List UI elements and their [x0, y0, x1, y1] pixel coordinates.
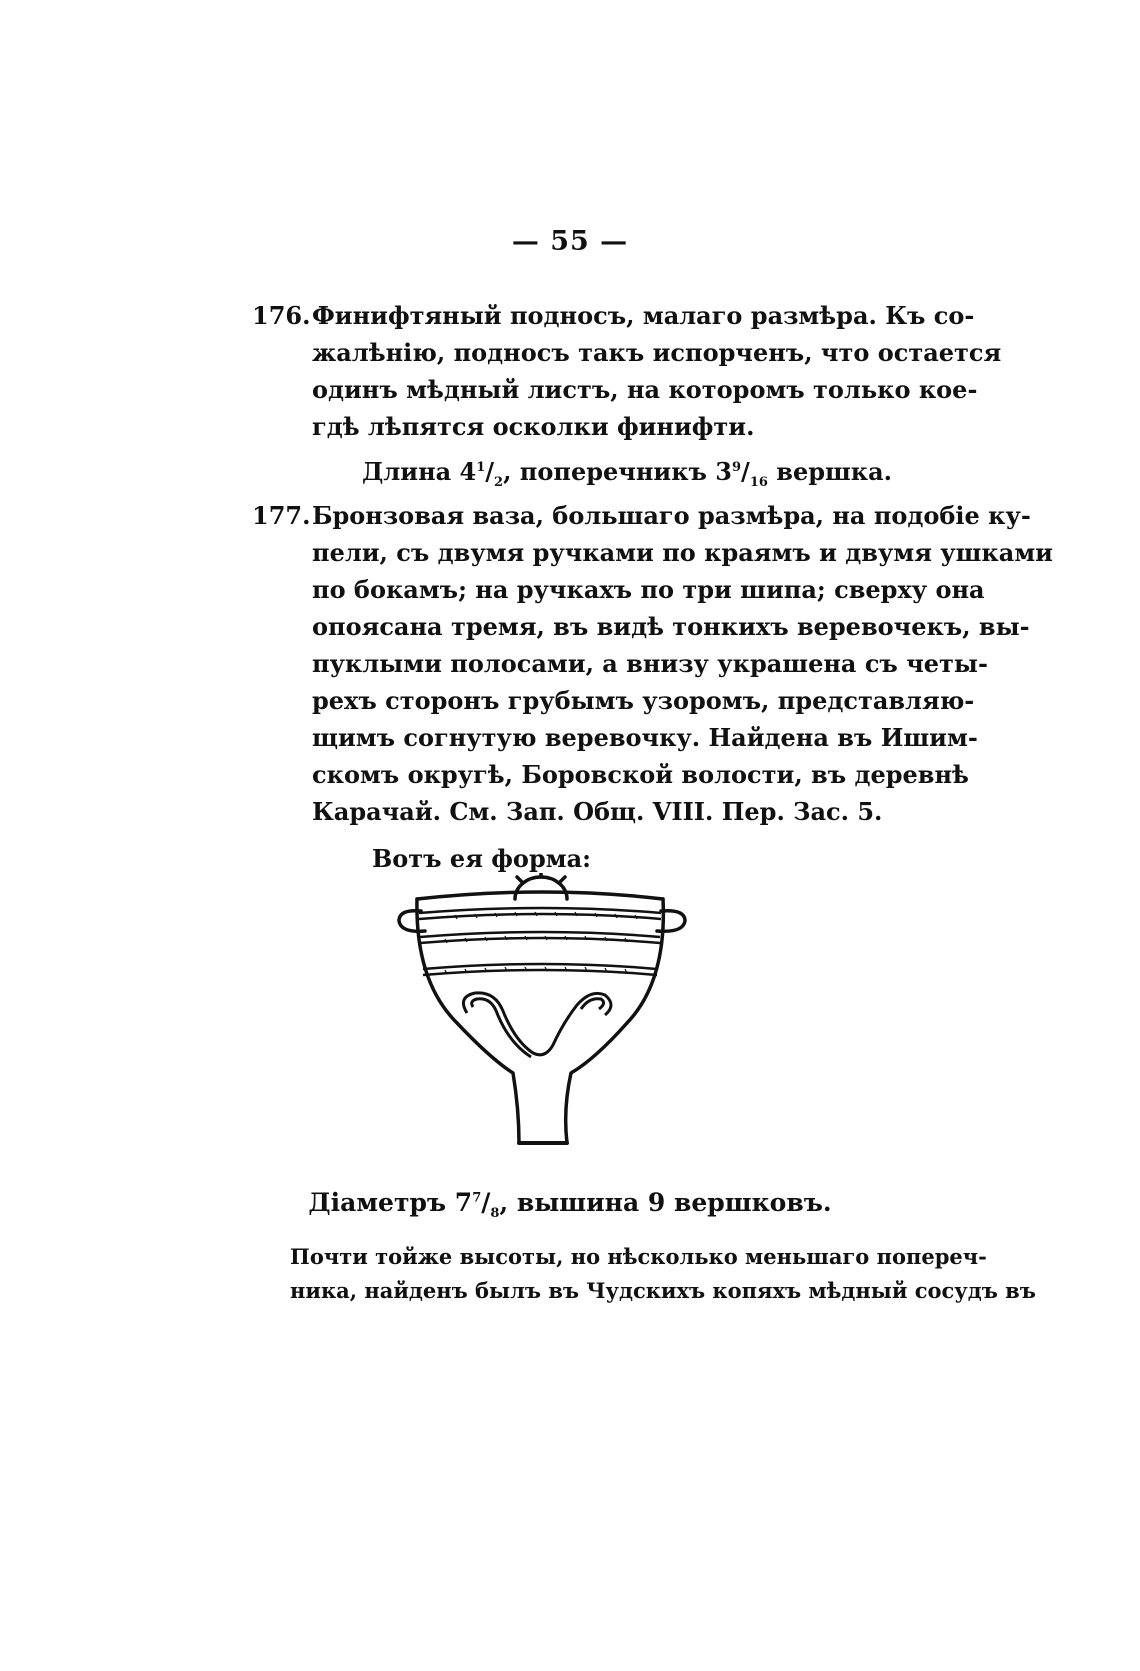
fraction-numerator: 9 [732, 460, 742, 475]
text-line: жалѣнію, подносъ такъ испорченъ, что остается [312, 338, 1002, 367]
caption-prefix: Діаметръ 7 [308, 1188, 473, 1217]
text-line: пели, съ двумя ручками по краямъ и двумя ушками [312, 538, 1053, 567]
text-line: опоясана тремя, въ видѣ тонкихъ веревочекъ, вы- [312, 612, 1030, 641]
page-number: — 55 — [511, 226, 629, 257]
entry-number: 176. [252, 301, 311, 330]
dim-mid: , поперечникъ 3 [503, 457, 732, 486]
dim-prefix: Длина 4 [362, 457, 477, 486]
figure-caption: Діаметръ $7^7/_8$, вышина 9 вершковъ. [308, 1188, 832, 1221]
text-line: одинъ мѣдный листъ, на которомъ только кое- [312, 375, 978, 404]
footnote [290, 1240, 1036, 1308]
footnote-line: Почти тойже высоты, но нѣсколько меньшаго попереч- [290, 1244, 987, 1269]
figure-intro: Вотъ ея форма: [372, 844, 591, 873]
entry-text [312, 297, 1002, 445]
text-line: Бронзовая ваза, большаго размѣра, на подобіе ку- [312, 501, 1031, 530]
entry-dimensions: Длина $4^1/_2$, поперечникъ $3^9/_{16}$ вершка. [362, 457, 893, 490]
entry-number: 177. [252, 501, 311, 530]
vase-handle-right [657, 911, 685, 932]
fraction-numerator: 1 [476, 460, 486, 475]
vase-drawing-icon [395, 873, 695, 1173]
text-line: Финифтяный подносъ, малаго размѣра. Къ со- [312, 301, 975, 330]
entry-text [312, 497, 1053, 830]
text-line: по бокамъ; на ручкахъ по три шипа; сверху она [312, 575, 985, 604]
text-line: щимъ согнутую веревочку. Найдена въ Ишим- [312, 723, 978, 752]
fraction-denominator: 8 [490, 1206, 500, 1221]
vase-knob [515, 877, 567, 899]
catalog-entry-176 [252, 297, 1002, 490]
footnote-line: ника, найденъ былъ въ Чудскихъ копяхъ мѣдный сосудъ въ [290, 1278, 1036, 1303]
fraction-denominator: 16 [749, 474, 768, 490]
dim-suffix: вершка. [767, 457, 893, 486]
text-line: пуклыми полосами, а внизу украшена съ четы- [312, 649, 988, 678]
catalog-entry-177 [252, 497, 1053, 877]
fraction-denominator: 2 [494, 474, 504, 490]
caption-suffix: , вышина 9 вершковъ. [499, 1188, 832, 1217]
text-line: Карачай. См. Зап. Общ. VIII. Пер. Зас. 5. [312, 797, 883, 826]
text-line: рехъ сторонъ грубымъ узоромъ, представляю- [312, 686, 975, 715]
fraction-numerator: 7 [472, 1190, 482, 1206]
text-line: гдѣ лѣпятся осколки финифти. [312, 412, 755, 441]
text-line: скомъ округѣ, Боровской волости, въ деревнѣ [312, 760, 969, 789]
